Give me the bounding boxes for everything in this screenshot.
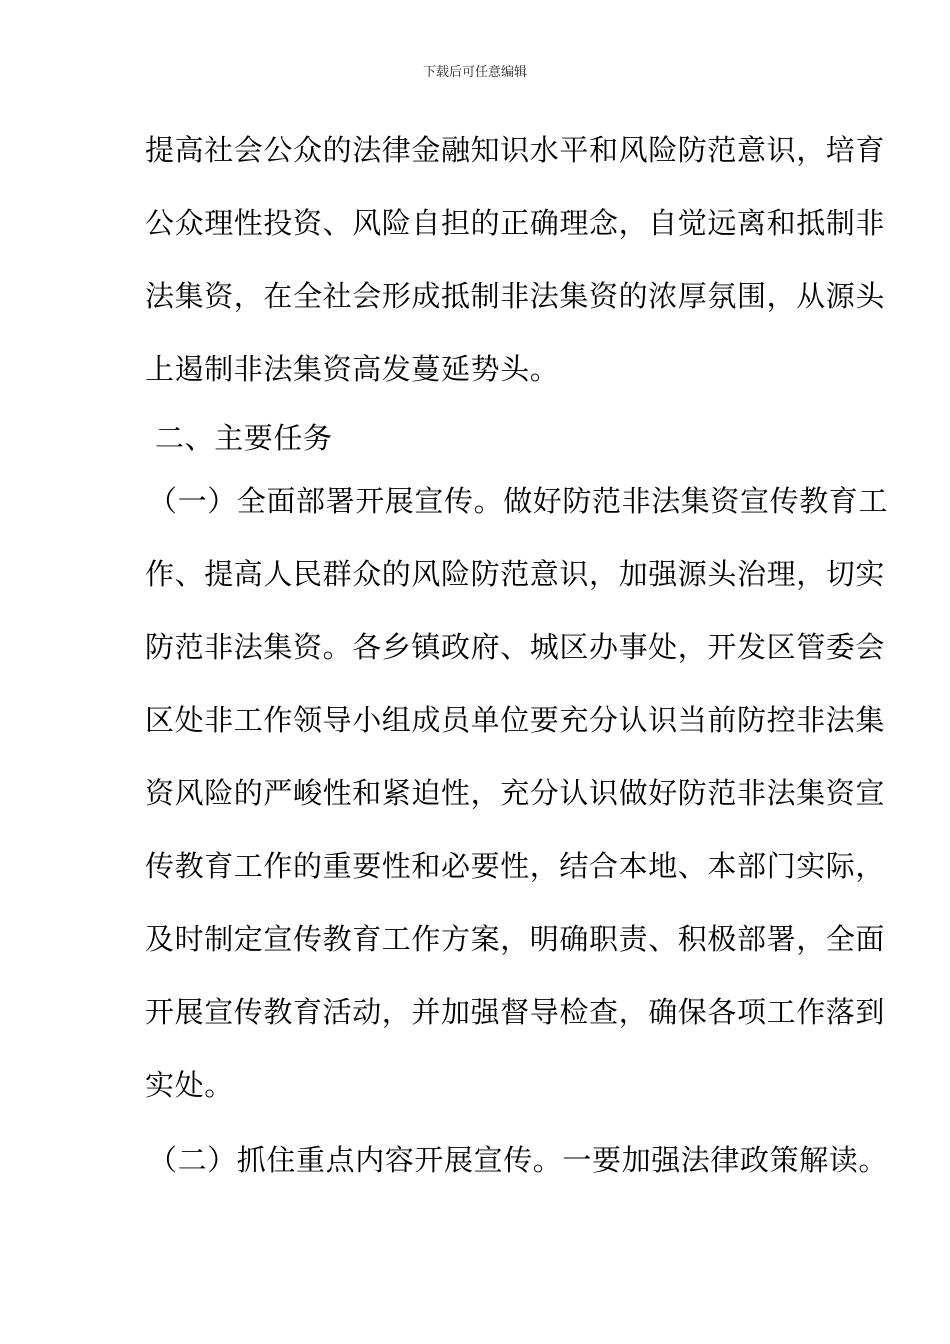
page-header: 下载后可任意编辑 xyxy=(422,65,527,80)
paragraph-1-line-2: 公众理性投资、风险自担的正确理念，自觉远离和抵制非 xyxy=(145,206,886,240)
paragraph-2-line-8: 开展宣传教育活动，并加强督导检查，确保各项工作落到 xyxy=(145,995,886,1029)
paragraph-2-line-7: 及时制定宣传教育工作方案，明确职责、积极部署，全面 xyxy=(145,922,886,956)
paragraph-2-line-6: 传教育工作的重要性和必要性，结合本地、本部门实际， xyxy=(145,849,886,883)
paragraph-2-line-5: 资风险的严峻性和紧迫性，充分认识做好防范非法集资宣 xyxy=(145,776,886,810)
section-heading: 二、主要任务 xyxy=(155,421,333,455)
paragraph-2-line-1: （一）全面部署开展宣传。做好防范非法集资宣传教育工 xyxy=(148,484,889,518)
paragraph-3-line-1: （二）抓住重点内容开展宣传。一要加强法律政策解读。 xyxy=(148,1143,889,1177)
paragraph-2-line-4: 区处非工作领导小组成员单位要充分认识当前防控非法集 xyxy=(145,703,886,737)
paragraph-2-line-3: 防范非法集资。各乡镇政府、城区办事处，开发区管委会 xyxy=(145,630,886,664)
paragraph-2-line-9: 实处。 xyxy=(145,1068,234,1102)
paragraph-1-line-3: 法集资，在全社会形成抵制非法集资的浓厚氛围，从源头 xyxy=(145,279,886,313)
paragraph-2-line-2: 作、提高人民群众的风险防范意识，加强源头治理，切实 xyxy=(145,557,886,591)
paragraph-1-line-1: 提高社会公众的法律金融知识水平和风险防范意识，培育 xyxy=(145,133,886,167)
paragraph-1-line-4: 上遏制非法集资高发蔓延势头。 xyxy=(145,352,560,386)
